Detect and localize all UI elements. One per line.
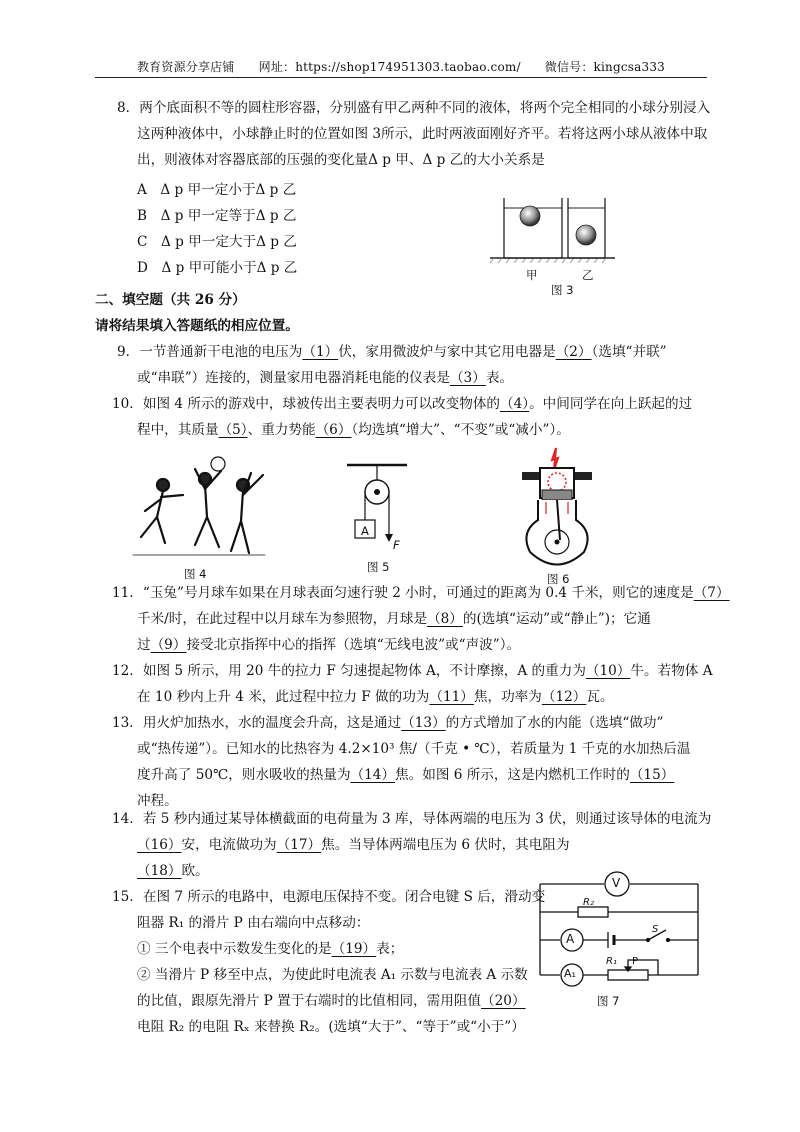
q15-line4: ② 当滑片 P 移至中点，为使此时电流表 A₁ 示数与电流表 A 示数 (137, 967, 528, 983)
q11-line1: 11．“玉兔”号月球车如果在月球表面匀速行驶 2 小时，可通过的距离为 0.4 千米，则它的速度是（7） (112, 585, 730, 601)
blank-4: （4） (500, 396, 530, 412)
blank-14: （14） (350, 767, 396, 783)
page-header (95, 58, 707, 75)
blank-2: （2） (555, 344, 592, 360)
q8-line2: 这两种液体中，小球静止时的位置如图 3所示，此时两液面刚好齐平。若将这两小球从液体中取 (137, 126, 708, 142)
header-rule (95, 77, 707, 78)
section-title: 二、填空题（共 26 分） (95, 292, 246, 308)
blank-7: （7） (693, 585, 730, 601)
fig7-slider-label: P (632, 956, 639, 967)
fig7-voltmeter-label: V (612, 876, 621, 890)
q14-line1: 14．若 5 秒内通过某导体横截面的电荷量为 3 库，导体两端的电压为 3 伏，则通过该导体的电流为 (112, 811, 712, 827)
q8-option-b: B Δ p 甲一定等于Δ p 乙 (137, 208, 297, 224)
blank-12: （12） (541, 689, 587, 705)
fig3-label-yi: 乙 (582, 268, 594, 282)
fig7-ammeter-a-label: A (566, 932, 575, 946)
blank-3: （3） (449, 370, 486, 386)
blank-18: （18） (137, 863, 182, 879)
section-instruction: 请将结果填入答题纸的相应位置。 (95, 318, 299, 334)
fig5-label-a: A (361, 524, 369, 538)
fig7-caption: 图 7 (597, 994, 620, 1008)
fig6-caption: 图 6 (547, 572, 570, 586)
fig7-r1-label: R₁ (606, 956, 617, 967)
q13-line4: 冲程。 (137, 793, 178, 809)
q15-line5: 的比值，跟原先滑片 P 置于右端时的比值相同，需用阻值（20） (137, 993, 526, 1009)
q11-line3: 过（9）接受北京指挥中心的指挥（选填“无线电波”或“声波”）。 (137, 637, 521, 653)
q8-line1: 8．两个底面积不等的圆柱形容器，分别盛有甲乙两种不同的液体，将两个完全相同的小球分别浸入 (117, 100, 711, 116)
blank-9: （9） (150, 637, 187, 653)
fig7-ammeter-a1-label: A₁ (564, 967, 576, 980)
q13-line1: 13．用火炉加热水，水的温度会升高，这是通过（13）的方式增加了水的内能（选填“做功” (112, 715, 664, 731)
fig7-switch-label: S (652, 924, 659, 935)
fig4-caption: 图 4 (184, 567, 207, 581)
blank-5: （5） (218, 422, 248, 438)
q15-line2: 阻器 R₁ 的滑片 P 由右端向中点移动： (137, 915, 370, 931)
q13-line3: 度升高了 50℃，则水吸收的热量为（14）焦。如图 6 所示，这是内燃机工作时的（15） (137, 767, 675, 783)
q8-option-c: C Δ p 甲一定大于Δ p 乙 (137, 234, 297, 250)
q13-line2: 或“热传递”）。已知水的比热容为 4.2×10³ 焦/（千克 • ℃），若质量为 1 千克的水加热后温 (137, 741, 691, 757)
q10-line2: 程中，其质量（5）、重力势能（6）（均选填“增大”、“不变”或“减小”）。 (137, 422, 570, 438)
blank-19: （19） (331, 941, 377, 957)
q8-line3: 出，则液体对容器底部的压强的变化量Δ p 甲、Δ p 乙的大小关系是 (137, 152, 545, 168)
q15-line1: 15．在图 7 所示的电路中，电源电压保持不变。闭合电键 S 后，滑动变 (112, 889, 546, 905)
q11-line2: 千米/时，在此过程中以月球车为参照物，月球是（8）的(选填“运动”或“静止”)；它通 (137, 611, 651, 627)
q9-line1: 9．一节普通新干电池的电压为（1）伏，家用微波炉与家中其它用电器是（2）（选填“并联” (117, 344, 667, 360)
header-wechat: 微信号：kingcsa333 (544, 60, 665, 74)
q10-line1: 10．如图 4 所示的游戏中，球被传出主要表明力可以改变物体的（4）。中间同学在向上跃起的过 (112, 396, 693, 412)
header-url: 网址：https://shop174951303.taobao.com/ (258, 60, 521, 74)
blank-1: （1） (302, 344, 339, 360)
q14-line3: （18）欧。 (137, 863, 209, 879)
q12-line1: 12．如图 5 所示，用 20 牛的拉力 F 匀速提起物体 A，不计摩擦，A 的重力为（10）牛。若物体 A (112, 663, 713, 679)
header-shop: 教育资源分享店铺 (136, 60, 235, 74)
blank-11: （11） (429, 689, 474, 705)
q8-option-d: D Δ p 甲可能小于Δ p 乙 (137, 260, 298, 276)
fig3-label-jia: 甲 (526, 268, 538, 282)
q14-line2: （16）安，电流做功为（17）焦。当导体两端电压为 6 伏时，其电阻为 (137, 837, 570, 853)
figure-3 (490, 190, 620, 270)
figure-6-engine (510, 442, 605, 572)
q9-line2: 或“串联”）连接的，测量家用电器消耗电能的仪表是（3）表。 (137, 370, 513, 386)
figure-4-players (125, 455, 275, 565)
q15-line6: 电阻 R₂ 的电阻 Rₓ 来替换 R₂。(选填“大于”、“等于”或“小于”） (137, 1019, 525, 1035)
q8-option-a: A Δ p 甲一定小于Δ p 乙 (137, 182, 297, 198)
blank-8: （8） (427, 611, 463, 627)
fig3-caption: 图 3 (551, 283, 574, 297)
blank-16: （16） (137, 837, 182, 853)
blank-10: （10） (585, 663, 631, 679)
fig7-r2-label: R₂ (583, 897, 594, 908)
q12-line2: 在 10 秒内上升 4 米，此过程中拉力 F 做的功为（11）焦，功率为（12）瓦。 (137, 689, 614, 705)
fig5-label-f: F (393, 538, 400, 552)
blank-6: （6） (315, 422, 352, 438)
blank-17: （17） (276, 837, 322, 853)
blank-15: （15） (629, 767, 675, 783)
fig5-caption: 图 5 (367, 560, 390, 574)
q15-line3: ① 三个电表中示数发生变化的是（19）表； (137, 941, 404, 957)
figure-5-pulley (345, 462, 415, 552)
blank-13: （13） (401, 715, 446, 731)
blank-20: （20） (481, 993, 526, 1009)
